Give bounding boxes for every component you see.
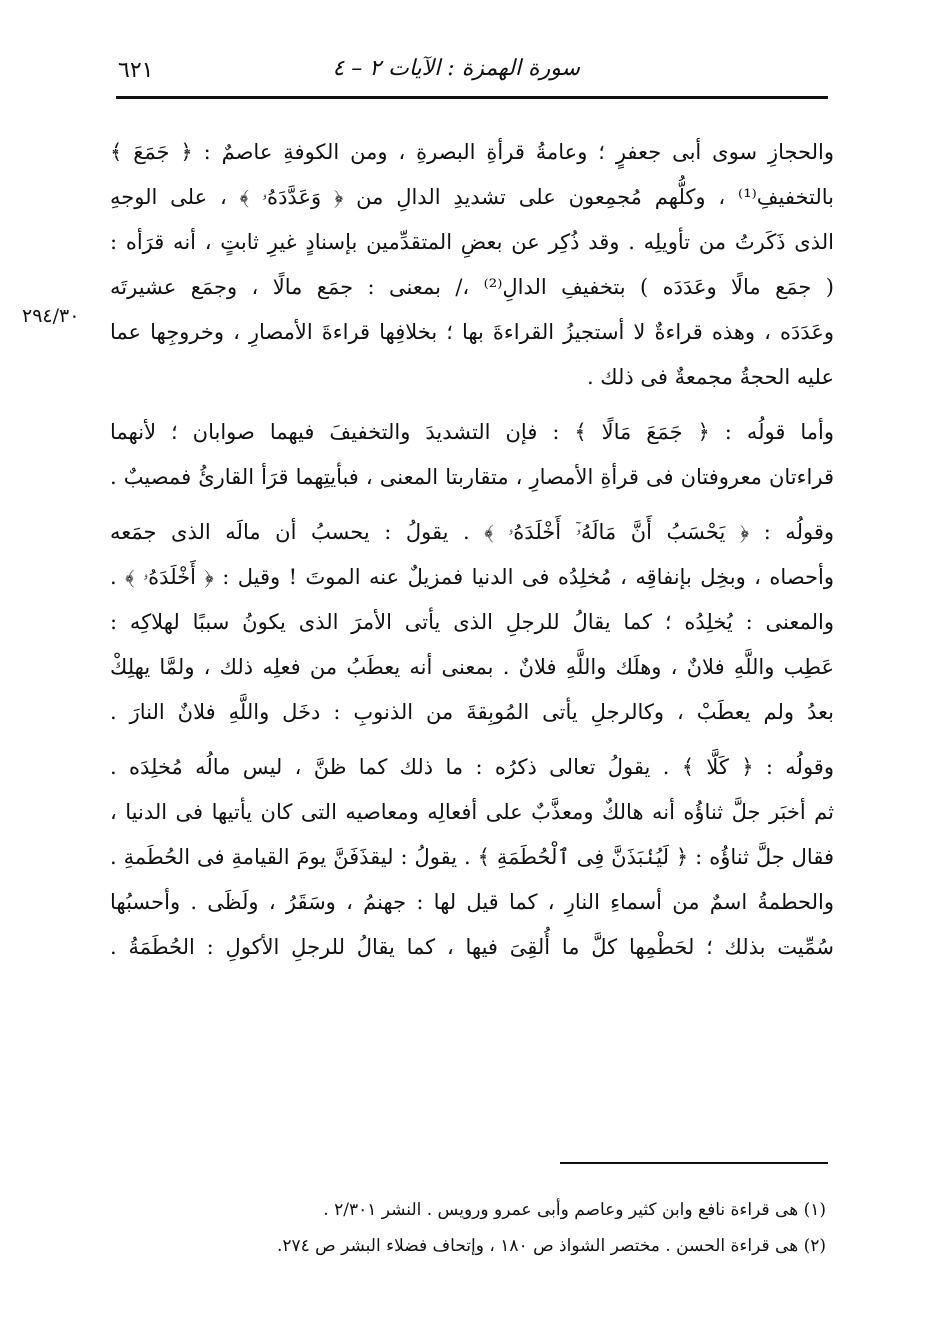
footnote-rule <box>560 1162 828 1164</box>
text-line: والحجازِ سوى أبى جعفرٍ ؛ وعامةُ قرأةِ البصرةِ ، ومن الكوفةِ عاصمٌ : ﴿ جَمَعَ ﴾ <box>110 140 834 164</box>
text-line: عليه الحجةُ مجمعةٌ فى ذلك . <box>586 365 834 389</box>
paragraph <box>110 410 834 500</box>
body-text <box>110 130 834 980</box>
text-line: وأحصاه ، وبخِل بإنفاقِه ، مُخلِدُه فى الدنيا فمزيلٌ عنه الموتَ ! وقيل : ﴿ أَخْلَدَهُۥ ﴾ . <box>110 565 834 589</box>
text-line: وقولُه : ﴿ يَحْسَبُ أَنَّ مَالَهُۥٓ أَخْلَدَهُۥ ﴾ . يقولُ : يحسبُ أن مالَه الذى جمَعه <box>110 520 834 544</box>
running-title: سورة الهمزة : الآيات ٢ – ٤ <box>332 56 580 81</box>
margin-reference: ٢٩٤/٣٠ <box>22 305 80 327</box>
paragraph <box>110 510 834 735</box>
text-line: قراءتان معروفتان فى قرأةِ الأمصارِ ، متقاربتا المعنى ، فبأيتِهما قرَأ القارئُ فمصيبٌ . <box>110 465 834 489</box>
footnote: (١) هى قراءة نافع وابن كثير وعاصم وأبى عمرو ورويس . النشر ٢/٣٠١ . <box>323 1200 826 1220</box>
text-line: وأما قولُه : ﴿ جَمَعَ مَالًا ﴾ : فإن التشديدَ والتخفيفَ فيهما صوابان ؛ لأنهما <box>110 420 834 444</box>
text-line: وقولُه : ﴿ كَلَّا ﴾ . يقولُ تعالى ذكرُه : ما ذلك كما ظنَّ ، ليس مالُه مُخلِدَه . <box>110 755 834 779</box>
footnotes <box>186 1192 826 1264</box>
text-line: عَطِب واللَّهِ فلانٌ ، وهلَك واللَّهِ فلانٌ . بمعنى أنه يعطَبُ من فعلِه ذلك ، ولمَّا يهلِكْ <box>110 655 834 679</box>
page-number: ٦٢١ <box>118 58 154 83</box>
text-line: سُمِّيت بذلك ؛ لحَطْمِها كلَّ ما أُلقِىَ فيها ، كما يقالُ للرجلِ الأكولِ : الحُطَمَةُ . <box>110 935 834 959</box>
paragraph <box>110 745 834 970</box>
text-line: ( جمَع مالًا وعَدَدَه ) بتخفيفِ الدالِ⁽²⁾ ،/ بمعنى : جمَع مالًا ، وجمَع عشيرتَه <box>110 275 834 299</box>
header-rule <box>116 96 828 99</box>
text-line: ثم أخبَر جلَّ ثناؤُه أنه هالكٌ ومعذَّبٌ على أفعالِه ومعاصيه التى كان يأتيها فى الدنيا ، <box>110 800 834 824</box>
text-line: فقال جلَّ ثناؤُه : ﴿ لَيُنۢبَذَنَّ فِى ٱلْحُطَمَةِ ﴾ . يقولُ : ليقذَفَنَّ يومَ القيامةِ فى الحُطَمةِ . <box>110 845 834 869</box>
text-line: بالتخفيفِ⁽¹⁾ ، وكلُّهم مُجمِعون على تشديدِ الدالِ من ﴿ وَعَدَّدَهُۥ ﴾ ، على الوجهِ <box>110 185 834 209</box>
text-line: والحطمةُ اسمٌ من أسماءِ النارِ ، كما قيل لها : جهنمُ ، وسَقَرُ ، ولَظَى . وأحسبُها <box>110 890 834 914</box>
text-line: الذى ذَكَرتُ من تأويلِه . وقد ذُكِر عن بعضِ المتقدِّمين بإسنادٍ غيرِ ثابتٍ ، أنه قرَأه : <box>110 230 834 254</box>
paragraph <box>110 130 834 400</box>
text-line: والمعنى : يُخلِدُه ؛ كما يقالُ للرجلِ الذى يأتى الأمرَ الذى يكونُ سببًا لهلاكِه : <box>110 610 834 634</box>
text-line: وعَدَدَه ، وهذه قراءةٌ لا أستجيزُ القراءةَ بها ؛ بخلافِها قراءةَ الأمصارِ ، وخروجِها عما <box>110 320 834 344</box>
text-line: بعدُ ولم يعطَبْ ، وكالرجلِ يأتى المُوبِقةَ من الذنوبِ : دخَل واللَّهِ فلانٌ النارَ . <box>110 700 834 724</box>
footnote: (٢) هى قراءة الحسن . مختصر الشواذ ص ١٨٠ ، وإتحاف فضلاء البشر ص ٢٧٤. <box>276 1236 826 1256</box>
